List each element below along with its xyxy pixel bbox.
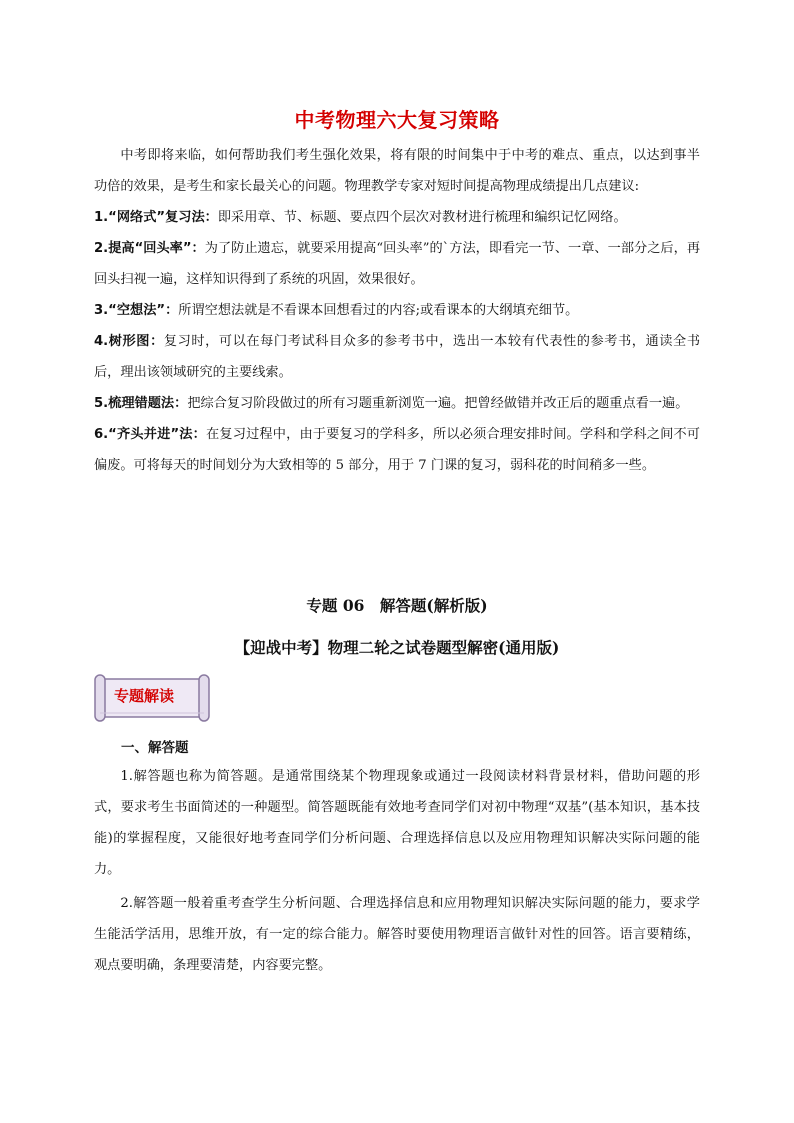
strategy-item: 4.树形图：复习时，可以在每门考试科目众多的参考书中，选出一本较有代表性的参考书，通读全书后，理出该领域研究的主要线索。 (94, 334, 701, 380)
strategy-item: 5.梳理错题法：把综合复习阶段做过的所有习题重新浏览一遍。把曾经做错并改正后的题重点看一遍。 (94, 396, 689, 411)
strategy-label: 2.提高“回头率” (94, 241, 192, 256)
strategy-text: 所谓空想法就是不看课本回想看过的内容;或看课本的大纲填充细节。 (178, 303, 579, 318)
topic-title: 专题 06 解答题(解析版) (306, 596, 488, 615)
intro-paragraph: 中考即将来临，如何帮助我们考生强化效果，将有限的时间集中于中考的难点、重点，以达到事半功倍的效果，是考生和家长最关心的问题。物理教学专家对短时间提高物理成绩提出几点建议: (94, 148, 700, 194)
section-paragraph: 2.解答题一般着重考查学生分析问题、合理选择信息和应用物理知识解决实际问题的能力，要求学生能活学活用，思维开放，有一定的综合能力。解答时要使用物理语言做针对性的回答。语言要精练，观点要明确，条理要清楚，内容要完整。 (94, 896, 700, 973)
strategy-text: 把综合复习阶段做过的所有习题重新浏览一遍。把曾经做错并改正后的题重点看一遍。 (187, 396, 689, 411)
badge-label: 专题解读 (114, 687, 175, 705)
strategy-item: 1.“网络式”复习法：即采用章、节、标题、要点四个层次对教材进行梳理和编织记忆网络。 (94, 210, 627, 225)
section-heading: 一、解答题 (121, 740, 189, 756)
strategy-item: 2.提高“回头率”：为了防止遗忘，就要采用提高“回头率”的`方法，即看完一节、一章、一部分之后，再回头扫视一遍，这样知识得到了系统的巩固，效果很好。 (94, 241, 701, 287)
strategy-label: 4.树形图 (94, 334, 151, 349)
page-title: 中考物理六大复习策略 (294, 108, 500, 132)
topic-subtitle: 【迎战中考】物理二轮之试卷题型解密(通用版) (234, 638, 560, 657)
strategy-text: 即采用章、节、标题、要点四个层次对教材进行梳理和编织记忆网络。 (217, 210, 627, 225)
strategy-item: 6.“齐头并进”法：在复习过程中，由于要复习的学科多，所以必须合理安排时间。学科和学科之间不可偏废。可将每天的时间划分为大致相等的 5 部分，用于 7 门课的复习，弱科花的时间稍多一些。 (94, 427, 700, 473)
strategy-item: 3.“空想法”：所谓空想法就是不看课本回想看过的内容;或看课本的大纲填充细节。 (94, 303, 579, 318)
section-paragraph: 1.解答题也称为简答题。是通常围绕某个物理现象或通过一段阅读材料背景材料，借助问题的形式，要求考生书面简述的一种题型。简答题既能有效地考查同学们对初中物理“双基”(基本知识，基本技能)的掌握程度，又能很好地考查同学们分析问题、合理选择信息以及应用物理知识解决实际问题的能力。 (94, 769, 700, 877)
strategy-section (94, 140, 700, 481)
strategy-label: 1.“网络式”复习法 (94, 210, 205, 225)
strategy-text: 复习时，可以在每门考试科目众多的参考书中，选出一本较有代表性的参考书，通读全书后，理出该领域研究的主要线索。 (94, 334, 701, 380)
strategy-text: 在复习过程中，由于要复习的学科多，所以必须合理安排时间。学科和学科之间不可偏废。可将每天的时间划分为大致相等的 5 部分，用于 7 门课的复习，弱科花的时间稍多一些。 (94, 427, 700, 473)
strategy-label: 6.“齐头并进”法 (94, 427, 193, 442)
strategy-label: 3.“空想法” (94, 303, 166, 318)
strategy-label: 5.梳理错题法 (94, 396, 175, 411)
topic-badge (92, 673, 212, 723)
answer-section (94, 761, 700, 981)
strategy-text: 为了防止遗忘，就要采用提高“回头率”的`方法，即看完一节、一章、一部分之后，再回头扫视一遍，这样知识得到了系统的巩固，效果很好。 (94, 241, 701, 287)
